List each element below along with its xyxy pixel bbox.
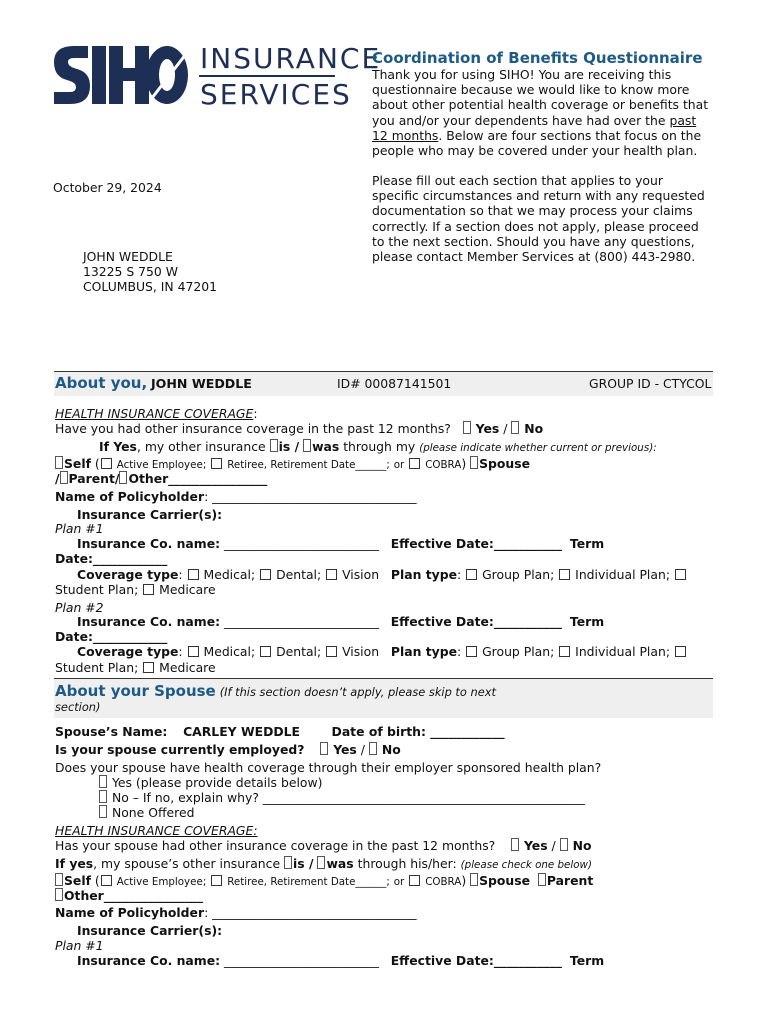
spouse-employed-question: Is your spouse currently employed? [55,742,305,757]
spouse-other-line [55,888,203,903]
spouse-plan-1-label: Plan #1 [55,938,104,953]
cobra-label: COBRA [425,459,462,471]
retiree-label: Retiree, Retirement Date______; [227,459,390,471]
ins-co-label: Insurance Co. name: [77,953,221,968]
employer-coverage-question: Does your spouse have health coverage through their employer sponsored health plan? [55,760,602,775]
employer-option-no [99,790,585,805]
policyholder-label: Name of Policyholder [55,489,205,504]
plan-1-coverage-line: Coverage type: Medical; Dental; Vision Plan type: Group Plan; Individual Plan; [77,567,687,582]
plan-1-label: Plan #1 [55,521,104,536]
employer-option-none [99,805,194,820]
ins-co-label: Insurance Co. name: [77,614,221,629]
questionnaire-title: Coordination of Benefits Questionnaire [372,49,703,67]
spouse-is-checkbox[interactable] [284,856,292,869]
coverage-heading: HEALTH INSURANCE COVERAGE: [55,406,258,421]
spouse-self-label: Self [64,873,91,888]
term-label: Term [569,536,605,551]
spouse-self-checkbox[interactable] [55,873,63,886]
spouse-name: CARLEY WEDDLE [183,724,301,739]
intro-line: please contact Member Services at (800) 443-2980. [372,249,696,265]
plan-type-label: Plan type [390,644,457,659]
retiree-checkbox[interactable] [211,458,222,469]
is-checkbox[interactable] [270,439,278,452]
siho-logo-mark [52,44,192,109]
spouse-spouse-checkbox[interactable] [470,873,478,886]
spouse-parent-checkbox[interactable] [538,873,546,886]
indicate-note: (please indicate whether current or previous): [419,442,657,454]
intro-line: Please fill out each section that applies to your [372,173,663,188]
medicare-label: Medicare [159,582,216,597]
spouse-parent-label: Parent [546,873,594,888]
cobra-checkbox[interactable] [409,458,420,469]
intro-line: you and/or your dependents have had over the past [372,112,697,128]
plan-2-coverage-line: Coverage type: Medical; Dental; Vision Plan type: Group Plan; Individual Plan; [77,644,687,659]
spouse-or-text: or [393,876,405,888]
or-text: or [393,459,405,471]
spouse-retiree-label: Retiree, Retirement Date______; [227,876,390,888]
term-date-line: Date:____________ [55,551,168,566]
intro-paragraph-1 [372,67,717,158]
yes-checkbox[interactable] [463,421,471,434]
logo-word-services: SERVICES [200,78,352,111]
term-label: Term [569,614,605,629]
spouse-employed-line: Is your spouse currently employed? Yes / No [55,742,401,757]
active-employee-checkbox[interactable] [101,458,112,469]
intro-paragraph-2 [372,173,717,264]
medicare-checkbox[interactable] [143,662,154,673]
medicare-label: Medicare [159,660,216,675]
employed-no-label: No [381,742,401,757]
spouse-carriers-label: Insurance Carrier(s): [77,923,223,938]
plan-type-label: Plan type [390,567,457,582]
if-yes-text: , my other insurance [136,439,266,454]
skip-note-2: section) [55,700,101,714]
other-checkbox[interactable] [119,471,127,484]
spouse-checkbox[interactable] [470,456,478,469]
effective-date-label: Effective Date:___________ [390,536,562,551]
effective-date-label: Effective Date:___________ [390,953,562,968]
spouse-yes-checkbox[interactable] [511,838,519,851]
ins-co-label: Insurance Co. name: [77,536,221,551]
intro-line: people who may be covered under your health plan. [372,143,698,159]
spouse-name-label: Spouse’s Name: [55,724,168,739]
medical-checkbox[interactable] [188,646,199,657]
plan-2-insurance-line: Insurance Co. name: _________________________ Effective Date:___________ Term [77,614,605,629]
if-yes-label: If Yes [99,439,137,454]
about-spouse-heading: About your Spouse [55,682,216,700]
no-checkbox[interactable] [511,421,519,434]
spouse-policyholder-label: Name of Policyholder [55,905,205,920]
group-plan-checkbox[interactable] [466,569,477,580]
individual-plan-label: Individual Plan; [575,567,670,582]
logo-divider [199,75,335,77]
no-label: No [524,421,544,436]
spouse-was-checkbox[interactable] [317,856,325,869]
parent-checkbox[interactable] [60,471,68,484]
employer-yes-checkbox[interactable] [99,775,107,788]
dental-label: Dental; [276,644,322,659]
employer-none-checkbox[interactable] [99,805,107,818]
yes-label: Yes [475,421,500,436]
spouse-coverage-question: Has your spouse had other insurance coverage in the past 12 months? Yes / No [55,838,592,853]
group-plan-label: Group Plan; [482,567,555,582]
student-plan-label: Student Plan; [55,582,139,597]
about-you-heading: About you, [55,374,148,392]
individual-plan-checkbox[interactable] [559,646,570,657]
address-street: 13225 S 750 W [83,264,178,279]
policyholder-line: Name of Policyholder: _________________________________ [55,489,417,504]
intro-line: Thank you for using SIHO! You are receiving this [372,67,672,82]
if-yes-line [99,439,657,454]
relationship-line: Self ( Active Employee; Retiree, Retirement Date______; or COBRA) Spouse [55,456,530,471]
spouse-through-text: through his/her: [357,856,457,871]
vision-checkbox[interactable] [326,569,337,580]
spouse-relationship-line: Self ( Active Employee; Retiree, Retirement Date______; or COBRA) Spouse Parent [55,873,593,888]
intro-line: about other potential health coverage or benefits that [372,97,709,113]
spouse-coverage-heading: HEALTH INSURANCE COVERAGE: [55,823,258,838]
effective-date-label: Effective Date:___________ [390,614,562,629]
spouse-cobra-label: COBRA [425,876,462,888]
employer-no-checkbox[interactable] [99,790,107,803]
term-label: Term [569,953,605,968]
was-checkbox[interactable] [303,439,311,452]
coverage-question: Have you had other insurance coverage in the past 12 months? Yes / No [55,421,544,436]
spouse-name-line [55,724,505,739]
spouse-other-checkbox[interactable] [55,888,63,901]
member-id: ID# 00087141501 [337,376,452,391]
intro-line: 12 months. Below are four sections that focus on the [372,127,702,143]
self-checkbox[interactable] [55,456,63,469]
spouse-no-checkbox[interactable] [560,838,568,851]
vision-checkbox[interactable] [326,646,337,657]
through-text: through my [343,439,416,454]
skip-note: (If this section doesn’t apply, please skip to next [219,685,496,699]
vision-label: Vision [342,644,380,659]
employed-yes-label: Yes [333,742,357,757]
spouse-active-employee-checkbox[interactable] [101,875,112,886]
plan-1-student-line [55,582,216,597]
employed-yes-checkbox[interactable] [320,742,328,755]
medical-label: Medical; [203,567,256,582]
is-label: is / [278,439,300,454]
member-name: JOHN WEDDLE [151,376,252,391]
intro-line: correctly. If a section does not apply, please proceed [372,218,699,234]
term-date-line: Date:____________ [55,629,168,644]
check-one-note: (please check one below) [460,859,592,871]
carriers-label: Insurance Carrier(s): [77,507,223,522]
employer-no-label: No – If no, explain why? ____________________________________________________ [111,790,586,805]
coverage-type-label: Coverage type [77,567,179,582]
spouse-retiree-checkbox[interactable] [211,875,222,886]
spouse-no-label: No [572,838,592,853]
intro-line: documentation so that we may process your claims [372,203,693,219]
dental-checkbox[interactable] [260,646,271,657]
plan-2-label: Plan #2 [55,600,104,615]
employer-yes-label: Yes (please provide details below) [111,775,323,790]
plan-2-student-line [55,660,216,675]
coverage-question-text: Have you had other insurance coverage in the past 12 months? [55,421,451,436]
student-plan-checkbox[interactable] [675,569,686,580]
medical-label: Medical; [203,644,256,659]
employed-no-checkbox[interactable] [369,742,377,755]
spouse-other-label: Other________________ [64,888,203,903]
employer-none-label: None Offered [111,805,195,820]
spouse-is-label: is / [293,856,314,871]
about-spouse-heading-line [55,682,496,700]
spouse-plan-1-insurance-line: Insurance Co. name: _________________________ Effective Date:___________ Term [77,953,605,968]
spouse-was-label: was [326,856,354,871]
spouse-active-employee-label: Active Employee; [116,876,207,888]
group-plan-label: Group Plan; [482,644,555,659]
spouse-dob: Date of birth: ____________ [331,724,505,739]
spouse-if-yes-label: If yes [55,856,94,871]
coverage-heading-text: HEALTH INSURANCE COVERAGE [55,406,254,421]
letter-date: October 29, 2024 [53,180,162,195]
vision-label: Vision [342,567,380,582]
self-label: Self [64,456,91,471]
spouse-cobra-checkbox[interactable] [409,875,420,886]
mailing-address [83,249,217,294]
student-plan-label: Student Plan; [55,660,139,675]
student-plan-checkbox[interactable] [675,646,686,657]
dental-label: Dental; [276,567,322,582]
group-id: GROUP ID - CTYCOL [589,376,712,391]
individual-plan-label: Individual Plan; [575,644,670,659]
intro-line: to the next section. Should you have any questions, [372,233,695,249]
was-label: was [312,439,340,454]
logo-word-insurance: INSURANCE [200,42,382,75]
dental-checkbox[interactable] [260,569,271,580]
spouse-coverage-question-text: Has your spouse had other insurance coverage in the past 12 months? [55,838,496,853]
intro-line: questionnaire because we would like to know more [372,82,690,98]
plan-1-insurance-line: Insurance Co. name: _________________________ Effective Date:___________ Term [77,536,605,551]
spouse-spouse-label: Spouse [479,873,531,888]
parent-other-line: / Parent/ Other________________ [55,471,268,486]
medical-checkbox[interactable] [188,569,199,580]
medicare-checkbox[interactable] [143,584,154,595]
address-name: JOHN WEDDLE [83,249,173,264]
spouse-policyholder-line: Name of Policyholder: _________________________________ [55,905,417,920]
spouse-yes-label: Yes [523,838,548,853]
group-plan-checkbox[interactable] [466,646,477,657]
spouse-if-yes-text: , my spouse’s other insurance [93,856,281,871]
active-employee-label: Active Employee; [116,459,207,471]
coverage-type-label: Coverage type [77,644,179,659]
spouse-if-yes-line [55,856,592,871]
individual-plan-checkbox[interactable] [559,569,570,580]
intro-line: specific circumstances and return with any requested [372,188,705,204]
employer-option-yes [99,775,322,790]
spouse-label: Spouse [479,456,531,471]
address-city: COLUMBUS, IN 47201 [83,279,218,294]
